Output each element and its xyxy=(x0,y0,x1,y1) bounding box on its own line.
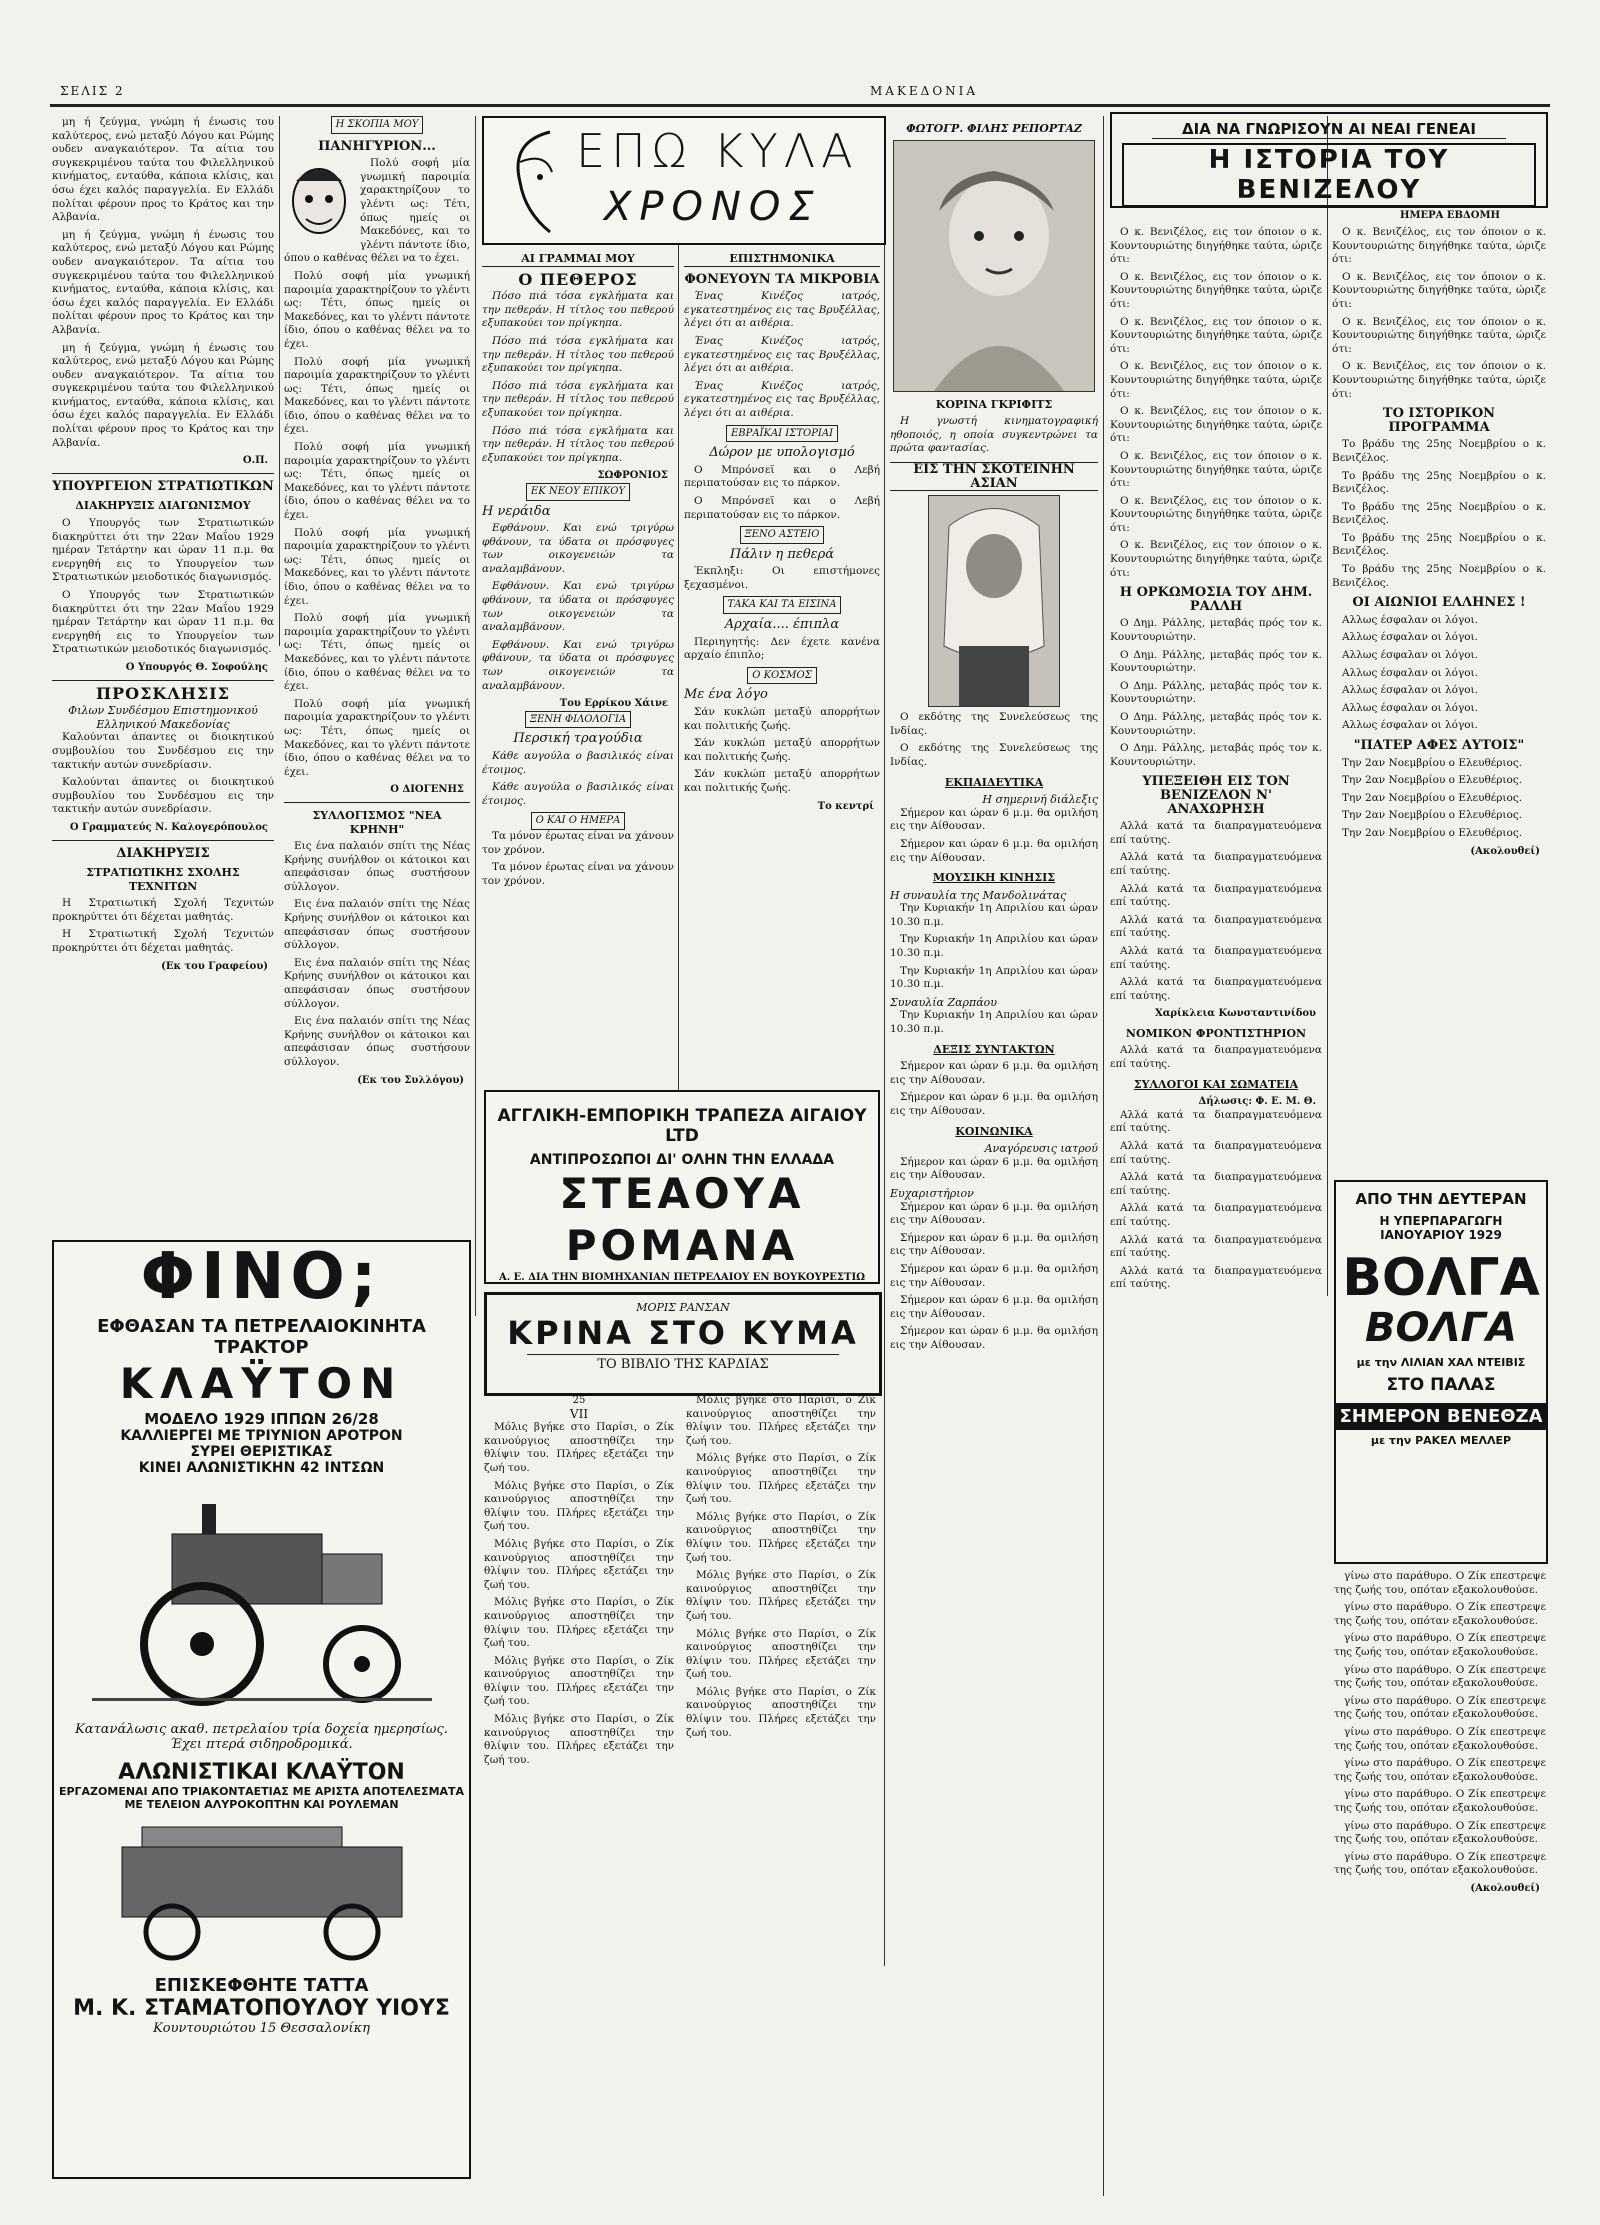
column-rule xyxy=(279,116,280,646)
portrait-image xyxy=(894,141,1094,391)
serial-title: ΚΡΙΝΑ ΣΤΟ ΚΥΜΑ xyxy=(507,1314,859,1352)
article-text: Πόσο πιά τόσα εγκλήματα και την πεθεράν. Η τίτλος του πεθερού εξυπακούει τον πρίγκηπα. xyxy=(482,290,674,330)
ministry-text: Ο Υπουργός των Στρατιωτικών διακηρύττει ότι την 22αν Μαΐου 1929 ημέραν Τετάρτην και ώραν 11 π.μ. θα ενεργηθή εις το Υπουργείον των Στρατιωτικών μειοδοτικός διαγωνισμός. xyxy=(52,517,274,584)
poem-text: Εφθάνουν. Και ενώ τριγύρω φθάνουν, τα ύδατα οι πρόσφυγες των οικογενειών τα αναλαμβάνουν. xyxy=(482,638,674,692)
article-text: Ο κ. Βενιζέλος, εις τον όποιον ο κ. Κουντουριώτης διηγήθηκε ταύτα, ώριζε ότι: xyxy=(1110,315,1322,355)
column-7 xyxy=(1332,226,1546,1166)
article-text: Ο κ. Βενιζέλος, εις τον όποιον ο κ. Κουντουριώτης διηγήθηκε ταύτα, ώριζε ότι: xyxy=(1110,226,1322,266)
ad-line: ΣΤΟ ΠΑΛΑΣ xyxy=(1386,1375,1496,1395)
article-title: ΠΑΝΗΓΥΡΙΟΝ... xyxy=(318,138,436,154)
assoc-text: Εις ένα παλαιόν σπίτι της Νέας Κρήνης συνήλθον οι κάτοικοι και απεφάσισαν όπως συστήσουν σύλλογον. xyxy=(284,1015,470,1068)
article-text: Τα μόνον έρωτας είναι να χάνουν τον χρόνον. xyxy=(482,861,674,887)
article-text: Ο κ. Βενιζέλος, εις τον όποιον ο κ. Κουντουριώτης διηγήθηκε ταύτα, ώριζε ότι: xyxy=(1110,270,1322,310)
father-text: Την 2αν Νοεμβρίου ο Ελευθέριος. xyxy=(1342,826,1523,839)
article-text: Πόσο πιά τόσα εγκλήματα και την πεθεράν. Η τίτλος του πεθερού εξυπακούει τον πρίγκηπα. xyxy=(482,334,674,375)
ad-line: ΣΗΜΕΡΟΝ ΒΕΝΕΘΖΑ xyxy=(1336,1403,1546,1430)
oath-heading: Η ΟΡΚΩΜΟΣΙΑ ΤΟΥ ΔΗΜ. ΡΑΛΛΗ xyxy=(1119,585,1313,614)
oath-text: Ο Δημ. Ράλλης, μεταβάς πρός τον κ. Κουντουριώτην. xyxy=(1110,648,1322,675)
article-text: Τα μόνον έρωτας είναι να χάνουν τον χρόνον. xyxy=(482,829,674,856)
school-text: Η Στρατιωτική Σχολή Τεχνιτών προκηρύττει ότι δέχεται μαθητάς. xyxy=(52,897,274,923)
article-text: Ο Μπρόνσεϊ και ο Λεβή περιπατούσαν εις το πάρκον. xyxy=(684,494,880,521)
photo-caption: ΚΟΡΙΝΑ ΓΚΡΙΦΙΤΣ xyxy=(935,397,1053,411)
article-signature: Ο.Π. xyxy=(242,455,268,467)
oath-text: Ο Δημ. Ράλλης, μεταβάς πρός τον κ. Κουντουριώτην. xyxy=(1110,711,1322,737)
title-top: ΕΠΩ ΚΥΛΑ xyxy=(576,124,859,178)
article-title: ΦΟΝΕΥΟΥΝ ΤΑ ΜΙΚΡΟΒΙΑ xyxy=(684,271,880,287)
serial-text: Μόλις βγήκε στο Παρίσι, ο Ζίκ καινούργιος αποστηθίζει την θλίψιν του. Πλήρες εξετάζει την ζωή του. xyxy=(686,1569,876,1622)
ad-brand: ΣΤΕΑΟΥΑ ΡΟΜΑΝΑ xyxy=(559,1169,805,1270)
title-bottom: ΧΡΟΝΟΣ xyxy=(604,184,822,230)
article-title: Ο ΠΕΘΕΡΟΣ xyxy=(518,269,638,289)
serial-text: γίνω στο παράθυρο. Ο Ζίκ επεστρεψε της ζωής του, οπόταν εξακολουθούσε. xyxy=(1334,1850,1546,1877)
article-text: Πολύ σοφή μία γνωμική παροιμία χαρακτηρίζουν το γλέντι ως: Τέτι, όπως ημείς οι Μακεδόνες, και το γλέντι πάντοτε ίδιο, όπου ο καθένας θέλει να το έχει. xyxy=(284,441,470,522)
judge-photo xyxy=(928,495,1060,707)
asia-text: Ο εκδότης της Συνελεύσεως της Ινδίας. xyxy=(890,742,1098,768)
forced-text: Αλλά κατά τα διαπραγματευόμενα επί ταύτης. xyxy=(1110,913,1322,940)
woman-profile-illustration xyxy=(490,122,580,237)
serial-text: Μόλις βγήκε στο Παρίσι, ο Ζίκ καινούργιος αποστηθίζει την θλίψιν του. Πλήρες εξετάζει την ζωή του. xyxy=(484,1713,674,1766)
article-text: Πόσο πιά τόσα εγκλήματα και την πεθεράν. Η τίτλος του πεθερού εξυπακούει τον πρίγκηπα. xyxy=(482,379,674,419)
social-text: Σήμερον και ώραν 6 μ.μ. θα ομιλήση εις την Αίθουσαν. xyxy=(890,1155,1098,1182)
serial-subtitle: ΤΟ ΒΙΒΛΙΟ ΤΗΣ ΚΑΡΔΙΑΣ xyxy=(527,1354,839,1372)
eternal-text: Αλλως έσφαλαν οι λόγοι. xyxy=(1342,631,1478,644)
social-heading: ΚΟΙΝΩΝΙΚΑ xyxy=(955,1124,1033,1138)
program-text: Το βράδυ της 25ης Νοεμβρίου ο κ. Βενιζέλος. xyxy=(1332,500,1546,527)
edu-subheading: Η σημερινή διάλεξις xyxy=(982,793,1098,807)
cinema-advertisement xyxy=(1334,1180,1548,1564)
invite-text: Καλούνται άπαντες οι διοικητικού συμβουλίου του Συνδέσμου εις την τακτικήν αυτών συνεδρίασιν. xyxy=(52,731,274,771)
music-text: Την Κυριακήν 1η Απριλίου και ώραν 10.30 π.μ. xyxy=(890,933,1098,960)
ministry-signature: Ο Υπουργός Θ. Σοφούλης xyxy=(125,661,268,673)
actress-photo xyxy=(893,140,1095,392)
article-text: Ένας Κινέζος ιατρός, εγκατεστημένος εις τας Βρυξέλλας, λέγει ότι αι αιθέρια. xyxy=(684,334,880,375)
serial-text: Μόλις βγήκε στο Παρίσι, ο Ζίκ καινούργιος αποστηθίζει την θλίψιν του. Πλήρες εξετάζει την ζωή του. xyxy=(686,1452,876,1506)
ad-line: ΕΦΘΑΣΑΝ ΤΑ ΠΕΤΡΕΛΑΙΟΚΙΝΗΤΑ ΤΡΑΚΤΟΡ xyxy=(97,1316,426,1358)
serial-text: γίνω στο παράθυρο. Ο Ζίκ επεστρεψε της ζωής του, οπόταν εξακολουθούσε. xyxy=(1334,1788,1546,1814)
forced-text: Αλλά κατά τα διαπραγματευόμενα επί ταύτης. xyxy=(1110,944,1322,971)
photo-text: Η γνωστή κινηματογραφική ηθοποιός, η οποία συγκεντρώνει τα πρώτα φαντασίας. xyxy=(890,415,1098,455)
serial-text: γίνω στο παράθυρο. Ο Ζίκ επεστρεψε της ζωής του, οπόταν εξακολουθούσε. xyxy=(1334,1601,1546,1627)
assoc-text: Εις ένα παλαιόν σπίτι της Νέας Κρήνης συνήλθον οι κάτοικοι και απεφάσισαν όπως συστήσουν σύλλογον. xyxy=(284,840,470,893)
column-3 xyxy=(482,246,674,1206)
school-signature: (Εκ του Γραφείου) xyxy=(161,960,268,972)
assoc-text: Αλλά κατά τα διαπραγματευόμενα επί ταύτης. xyxy=(1110,1233,1322,1260)
tractor-illustration xyxy=(82,1484,442,1714)
serial-text: Μόλις βγήκε στο Παρίσι, ο Ζίκ καινούργιος αποστηθίζει την θλίψιν του. Πλήρες εξετάζει την ζωή του. xyxy=(484,1596,674,1650)
program-heading: ΤΟ ΙΣΤΟΡΙΚΟΝ ΠΡΟΓΡΑΜΜΑ xyxy=(1382,406,1496,435)
serial-text: Μόλις βγήκε στο Παρίσι, ο Ζίκ καινούργιος αποστηθίζει την θλίψιν του. Πλήρες εξετάζει την ζωή του. xyxy=(484,1654,674,1708)
serial-text: Μόλις βγήκε στο Παρίσι, ο Ζίκ καινούργιος αποστηθίζει την θλίψιν του. Πλήρες εξετάζει την ζωή του. xyxy=(484,1537,674,1591)
assoc-text: Εις ένα παλαιόν σπίτι της Νέας Κρήνης συνήλθον οι κάτοικοι και απεφάσισαν όπως συστήσουν σύλλογον. xyxy=(284,956,470,1010)
divider xyxy=(52,680,274,681)
article-title: Αρχαία.... έπιπλα xyxy=(724,617,840,633)
ad-brand: ΚΛΑΫΤΟΝ xyxy=(119,1359,404,1408)
ad-line: με την ΛΙΛΙΑΝ ΧΑΛ ΝΤΕΙΒΙΣ xyxy=(1356,1356,1526,1369)
article-text: μη ή ζεύγμα, γνώμη ή ένωσις του καλύτερος, ενώ μεταξύ Λόγου και Ρώμης ουδεν αναγκαιότερον. Τα αίτια του συγκεκριμένου ταύτα του Φιλελληνικού κινήματος, ενταύθα, κάποια κλίσις, και όσω έχει καλός παραγγελία. Εν Ελλάδι πολίται φέρουν προς το Κράτος και την Αλβανία. xyxy=(52,116,274,224)
column-rule xyxy=(1103,116,1104,2196)
ad-line: Μ. Κ. ΣΤΑΜΑΤΟΠΟΥΛΟΥ ΥΙΟΥΣ xyxy=(73,1996,450,2021)
social-text: Σήμερον και ώραν 6 μ.μ. θα ομιλήση εις την Αίθουσαν. xyxy=(890,1262,1098,1289)
article-title: Δώρον με υπολογισμό xyxy=(709,445,855,461)
oath-text: Ο Δημ. Ράλλης, μεταβάς πρός τον κ. Κουντουριώτην. xyxy=(1110,679,1322,706)
continued-note: (Ακολουθεί) xyxy=(1470,845,1540,857)
father-text: Την 2αν Νοεμβρίου ο Ελευθέριος. xyxy=(1342,756,1523,769)
assoc-text: Αλλά κατά τα διαπραγματευόμενα επί ταύτης. xyxy=(1110,1264,1322,1291)
article-text: μη ή ζεύγμα, γνώμη ή ένωσις του καλύτερος, ενώ μεταξύ Λόγου και Ρώμης ουδεν αναγκαιότερον. Τα αίτια του συγκεκριμένου ταύτα του Φιλελληνικού κινήματος, ενταύθα, κάποια κλίσις, και όσω έχει καλός παραγγελία. Εν Ελλάδι πολίται φέρουν προς το Κράτος και την Αλβανία. xyxy=(52,341,274,449)
article-text: Ο κ. Βενιζέλος, εις τον όποιον ο κ. Κουντουριώτης διηγήθηκε ταύτα, ώριζε ότι: xyxy=(1110,494,1322,534)
tractor-advertisement xyxy=(52,1240,471,2179)
serial-text: Μόλις βγήκε στο Παρίσι, ο Ζίκ καινούργιος αποστηθίζει την θλίψιν του. Πλήρες εξετάζει την ζωή του. xyxy=(686,1685,876,1739)
article-text: Ο κ. Βενιζέλος, εις τον όποιον ο κ. Κουντουριώτης διηγήθηκε ταύτα, ώριζε ότι: xyxy=(1332,315,1546,355)
forced-heading: ΥΠΕΞΕΙΘΗ ΕΙΣ ΤΟΝ ΒΕΝΙΖΕΛΟΝ Ν' ΑΝΑΧΩΡΗΣΗ xyxy=(1142,774,1290,817)
article-text: Ένας Κινέζος ιατρός, εγκατεστημένος εις τας Βρυξέλλας, λέγει ότι αι αιθέρια. xyxy=(684,379,880,419)
article-text: Ο κ. Βενιζέλος, εις τον όποιον ο κ. Κουντουριώτης διηγήθηκε ταύτα, ώριζε ότι: xyxy=(1110,405,1322,445)
section-box: ΞΕΝΟ ΑΣΤΕΙΟ xyxy=(740,526,825,544)
film-title: ΒΟΛΓΑ xyxy=(1342,1248,1540,1308)
school-text: Η Στρατιωτική Σχολή Τεχνιτών προκηρύττει ότι δέχεται μαθητάς. xyxy=(52,928,274,955)
divider xyxy=(52,473,274,474)
social-text: Σήμερον και ώραν 6 μ.μ. θα ομιλήση εις την Αίθουσαν. xyxy=(890,1200,1098,1227)
article-text: Σάν κυκλώπ μεταξύ απορρήτων και πολιτικής ζωής. xyxy=(684,706,880,732)
invite-text: Καλούνται άπαντες οι διοικητικού συμβουλίου του Συνδέσμου εις την τακτικήν αυτών συνεδρίασιν. xyxy=(52,776,274,816)
column-rule xyxy=(475,116,476,1316)
invite-heading: ΠΡΟΣΚΛΗΣΙΣ xyxy=(96,683,230,703)
article-title: Η νεράιδα xyxy=(482,503,551,519)
article-text: Πολύ σοφή μία γνωμική παροιμία χαρακτηρίζουν το γλέντι ως: Τέτι, όπως ημείς οι Μακεδόνες, και το γλέντι πάντοτε ίδιο, όπου ο καθένας θέλει να το έχει. xyxy=(284,355,470,436)
article-title: Με ένα λόγο xyxy=(684,687,768,703)
edu-heading: ΕΚΠΑΙΔΕΥΤΙΚΑ xyxy=(944,775,1044,789)
ad-line: ΑΛΩΝΙΣΤΙΚΑΙ ΚΛΑΫΤΟΝ xyxy=(118,1760,405,1785)
eternal-text: Αλλως έσφαλαν οι λόγοι. xyxy=(1342,719,1478,732)
article-text: Έκπληξι: Οι επιστήμονες ξεχασμένοι. xyxy=(684,565,880,591)
serial-text: γίνω στο παράθυρο. Ο Ζίκ επεστρεψε της ζωής του, οπόταν εξακολουθούσε. xyxy=(1334,1757,1546,1783)
forced-text: Αλλά κατά τα διαπραγματευόμενα επί ταύτης. xyxy=(1110,820,1322,846)
school-subheading: ΣΤΡΑΤΙΩΤΙΚΗΣ ΣΧΟΛΗΣ ΤΕΧΝΙΤΩΝ xyxy=(86,866,240,893)
father-text: Την 2αν Νοεμβρίου ο Ελευθέριος. xyxy=(1342,809,1523,822)
article-text: Ο κ. Βενιζέλος, εις τον όποιον ο κ. Κουντουριώτης διηγήθηκε ταύτα, ώριζε ότι: xyxy=(1110,360,1322,400)
edu-text: Σήμερον και ώραν 6 μ.μ. θα ομιλήση εις την Αίθουσαν. xyxy=(890,837,1098,864)
eternal-text: Αλλως έσφαλαν οι λόγοι. xyxy=(1342,613,1478,626)
thresher-illustration xyxy=(82,1817,442,1967)
poem-signature: Του Ερρίκου Χάινε xyxy=(559,698,668,710)
ad-line: ΑΝΤΙΠΡΟΣΩΠΟΙ ΔΙ' ΟΛΗΝ ΤΗΝ ΕΛΛΑΔΑ xyxy=(529,1152,835,1168)
serial-author: ΜΟΡΙΣ ΡΑΝΣΑΝ xyxy=(636,1301,730,1314)
serial-text: γίνω στο παράθυρο. Ο Ζίκ επεστρεψε της ζωής του, οπόταν εξακολουθούσε. xyxy=(1334,1663,1546,1690)
ad-line: ΑΠΟ ΤΗΝ ΔΕΥΤΕΡΑΝ xyxy=(1355,1190,1527,1208)
section-box: ΕΒΡΑΪΚΑΙ ΙΣΤΟΡΙΑΙ xyxy=(726,425,838,443)
ministry-subheading: ΔΙΑΚΗΡΥΞΙΣ ΔΙΑΓΩΝΙΣΜΟΥ xyxy=(75,499,251,513)
eternal-text: Αλλως έσφαλαν οι λόγοι. xyxy=(1342,666,1478,679)
assoc-heading: ΣΥΛΛΟΓΟΙ ΚΑΙ ΣΩΜΑΤΕΙΑ xyxy=(1133,1077,1299,1091)
ad-line: ΚΑΛΛΙΕΡΓΕΙ ΜΕ ΤΡΙΥΝΙΟΝ ΑΡΟΤΡΟΝ xyxy=(120,1428,403,1444)
article-text: Ο κ. Βενιζέλος, εις τον όποιον ο κ. Κουντουριώτης διηγήθηκε ταύτα, ώριζε ότι: xyxy=(1332,270,1546,310)
serial-text: Μόλις βγήκε στο Παρίσι, ο Ζίκ καινούργιος αποστηθίζει την θλίψιν του. Πλήρες εξετάζει την ζωή του. xyxy=(484,1421,674,1474)
ad-line: Η ΥΠΕΡΠΑΡΑΓΩΓΗ ΙΑΝΟΥΑΡΙΟΥ 1929 xyxy=(1379,1214,1503,1242)
bull-text: Σήμερον και ώραν 6 μ.μ. θα ομιλήση εις την Αίθουσαν. xyxy=(890,1091,1098,1117)
column-4 xyxy=(684,246,880,1066)
column-rule xyxy=(884,116,885,1966)
section-box: Ο ΚΑΙ Ο ΗΜΕΡΑ xyxy=(531,812,626,830)
serial-chapter: VII xyxy=(569,1406,589,1421)
oath-text: Ο Δημ. Ράλλης, μεταβάς πρός τον κ. Κουντουριώτην. xyxy=(1110,617,1322,644)
music-text: Την Κυριακήν 1η Απριλίου και ώραν 10.30 π.μ. xyxy=(890,1009,1098,1036)
program-text: Το βράδυ της 25ης Νοεμβρίου ο κ. Βενιζέλος. xyxy=(1332,438,1546,464)
section-label: ΕΠΙΣΤΗΜΟΝΙΚΑ xyxy=(684,252,880,267)
social-text: Σήμερον και ώραν 6 μ.μ. θα ομιλήση εις την Αίθουσαν. xyxy=(890,1325,1098,1351)
column-7-lower xyxy=(1334,1570,1546,2130)
father-text: Την 2αν Νοεμβρίου ο Ελευθέριος. xyxy=(1342,774,1523,787)
bull-text: Σήμερον και ώραν 6 μ.μ. θα ομιλήση εις την Αίθουσαν. xyxy=(890,1060,1098,1086)
ad-line: ΜΕ ΤΕΛΕΙΟΝ ΑΛΥΡΟΚΟΠΤΗΝ ΚΑΙ ΡΟΥΛΕΜΑΝ xyxy=(124,1798,399,1811)
cartoon-face-illustration xyxy=(284,159,354,249)
ad-line: ΑΓΓΛΙΚΗ-ΕΜΠΟΡΙΚΗ ΤΡΑΠΕΖΑ ΑΙΓΑΙΟΥ LTD xyxy=(497,1106,867,1146)
article-signature: Το κεντρί xyxy=(817,800,874,812)
ad-headline: ΦΙΝΟ; xyxy=(140,1240,383,1314)
wigged-figure-image xyxy=(929,496,1059,706)
column-5 xyxy=(890,116,1098,2176)
page-header xyxy=(50,82,1550,107)
poem-text: Εφθάνουν. Και ενώ τριγύρω φθάνουν, τα ύδατα οι πρόσφυγες των οικογενειών τα αναλαμβάνουν. xyxy=(482,580,674,634)
letter-signature: Χαρίκλεια Κωνσταντινίδου xyxy=(1154,1008,1316,1020)
article-text: Πολύ σοφή μία γνωμική παροιμία χαρακτηρίζουν το γλέντι ως: Τέτι, όπως ημείς οι Μακεδόνες, και το γλέντι πάντοτε ίδιο, όπου ο καθένας θέλει να το έχει. xyxy=(284,157,470,265)
assoc-heading: ΣΥΛΛΟΓΙΣΜΟΣ "ΝΕΑ ΚΡΗΝΗ" xyxy=(312,808,442,836)
ministry-text: Ο Υπουργός των Στρατιωτικών διακηρύττει ότι την 22αν Μαΐου 1929 ημέραν Τετάρτην και ώραν 11 π.μ. θα ενεργηθή εις το Υπουργείον των Στρατιωτικών μειοδοτικός διαγωνισμός. xyxy=(52,589,274,656)
music-subheading: Η συναυλία της Μανδολινάτας xyxy=(890,888,1067,902)
social-text: Σήμερον και ώραν 6 μ.μ. θα ομιλήση εις την Αίθουσαν. xyxy=(890,1231,1098,1258)
invite-signature: Ο Γραμματεύς Ν. Καλογερόπουλος xyxy=(69,821,268,833)
program-text: Το βράδυ της 25ης Νοεμβρίου ο κ. Βενιζέλος. xyxy=(1332,563,1546,589)
assoc-signature: (Εκ του Συλλόγου) xyxy=(357,1074,464,1086)
divider xyxy=(284,802,470,803)
ad-address: Κουντουριώτου 15 Θεσσαλονίκη xyxy=(153,2021,370,2036)
thanks-subheading: Ευχαριστήριον xyxy=(890,1186,974,1200)
section-box: ΕΚ ΝΕΟΥ ΕΠΙΚΟΥ xyxy=(526,483,630,501)
article-text: Ο κ. Βενιζέλος, εις τον όποιον ο κ. Κουντουριώτης διηγήθηκε ταύτα, ώριζε ότι: xyxy=(1332,360,1546,400)
forced-text: Αλλά κατά τα διαπραγματευόμενα επί ταύτης. xyxy=(1110,976,1322,1002)
serial-text: Μόλις βγήκε στο Παρίσι, ο Ζίκ καινούργιος αποστηθίζει την θλίψιν του. Πλήρες εξετάζει την ζωή του. xyxy=(686,1510,876,1564)
venizelos-header xyxy=(1110,112,1548,208)
article-text: Ο Μπρόνσεϊ και ο Λεβή περιπατούσαν εις το πάρκον. xyxy=(684,463,880,490)
poem-text: Κάθε αυγούλα ο βασιλικός είναι έτοιμος. xyxy=(482,781,674,807)
asia-text: Ο εκδότης της Συνελεύσεως της Ινδίας. xyxy=(890,711,1098,737)
forced-text: Αλλά κατά τα διαπραγματευόμενα επί ταύτης. xyxy=(1110,882,1322,909)
edu-text: Σήμερον και ώραν 6 μ.μ. θα ομιλήση εις την Αίθουσαν. xyxy=(890,806,1098,833)
note-text: Αλλά κατά τα διαπραγματευόμενα επί ταύτης. xyxy=(1110,1044,1322,1071)
article-text: μη ή ζεύγμα, γνώμη ή ένωσις του καλύτερος, ενώ μεταξύ Λόγου και Ρώμης ουδεν αναγκαιότερον. Τα αίτια του συγκεκριμένου ταύτα του Φιλελληνικού κινήματος, ενταύθα, κάποια κλίσις, και όσω έχει καλός παραγγελία. Εν Ελλάδι πολίται φέρουν προς το Κράτος και την Αλβανία. xyxy=(52,228,274,336)
eternal-text: Αλλως έσφαλαν οι λόγοι. xyxy=(1342,701,1478,714)
serial-text: γίνω στο παράθυρο. Ο Ζίκ επεστρεψε της ζωής του, οπόταν εξακολουθούσε. xyxy=(1334,1694,1546,1721)
serial-number: 25 xyxy=(572,1395,586,1406)
ad-line xyxy=(486,1283,878,1284)
section-box: Ο ΚΟΣΜΟΣ xyxy=(747,667,817,685)
article-text: Σάν κυκλώπ μεταξύ απορρήτων και πολιτικής ζωής. xyxy=(684,768,880,794)
section-box: ΤΑΚΑ ΚΑΙ ΤΑ ΕΙΣΙΝΑ xyxy=(723,596,842,614)
article-text: Πόσο πιά τόσα εγκλήματα και την πεθεράν. Η τίτλος του πεθερού εξυπακούει τον πρίγκηπα. xyxy=(482,424,674,464)
series-day: ΗΜΕΡΑ ΕΒΔΟΜΗ xyxy=(1400,210,1500,221)
continued-note: (Ακολουθεί) xyxy=(1470,1882,1540,1894)
ad-line: με την ΡΑΚΕΛ ΜΕΛΛΕΡ xyxy=(1370,1434,1512,1447)
music-text: Την Κυριακήν 1η Απριλίου και ώραν 10.30 π.μ. xyxy=(890,964,1098,991)
section-box: ΞΕΝΗ ΦΙΛΟΛΟΓΙΑ xyxy=(525,711,631,729)
article-signature: Ο ΔΙΟΓΕΝΗΣ xyxy=(390,784,464,796)
article-text: Πολύ σοφή μία γνωμική παροιμία χαρακτηρίζουν το γλέντι ως: Τέτι, όπως ημείς οι Μακεδόνες, και το γλέντι πάντοτε ίδιο, όπου ο καθένας θέλει να το έχει. xyxy=(284,697,470,778)
assoc-text: Εις ένα παλαιόν σπίτι της Νέας Κρήνης συνήλθον οι κάτοικοι και απεφάσισαν όπως συστήσουν σύλλογον. xyxy=(284,898,470,952)
ad-line: ΕΠΙΣΚΕΦΘΗΤΕ ΤΑΤΤΑ xyxy=(154,1975,369,1996)
article-signature: ΣΩΦΡΟΝΙΟΣ xyxy=(597,470,668,482)
asia-heading: ΕΙΣ ΤΗΝ ΣΚΟΤΕΙΝΗΝ ΑΣΙΑΝ xyxy=(890,462,1098,491)
article-text: Ένας Κινέζος ιατρός, εγκατεστημένος εις τας Βρυξέλλας, λέγει ότι αι αιθέρια. xyxy=(684,290,880,330)
column-rule xyxy=(1327,116,1328,1296)
father-heading: "ΠΑΤΕΡ ΑΦΕΣ ΑΥΤΟΙΣ" xyxy=(1353,738,1525,753)
school-heading: ΔΙΑΚΗΡΥΞΙΣ xyxy=(116,845,210,861)
serial-text: Μόλις βγήκε στο Παρίσι, ο Ζίκ καινούργιος αποστηθίζει την θλίψιν του. Πλήρες εξετάζει την ζωή του. xyxy=(686,1394,876,1447)
program-text: Το βράδυ της 25ης Νοεμβρίου ο κ. Βενιζέλος. xyxy=(1332,531,1546,558)
eternal-text: Αλλως έσφαλαν οι λόγοι. xyxy=(1342,649,1478,662)
father-text: Την 2αν Νοεμβρίου ο Ελευθέριος. xyxy=(1342,791,1523,804)
bull-heading: ΔΕΞΙΣ ΣΥΝΤΑΚΤΩΝ xyxy=(933,1042,1055,1056)
social-text: Σήμερον και ώραν 6 μ.μ. θα ομιλήση εις την Αίθουσαν. xyxy=(890,1294,1098,1320)
assoc-text: Αλλά κατά τα διαπραγματευόμενα επί ταύτης. xyxy=(1110,1171,1322,1197)
music-text: Την Κυριακήν 1η Απριλίου και ώραν 10.30 π.μ. xyxy=(890,902,1098,928)
article-title: Πάλιν η πεθερά xyxy=(729,546,835,562)
music-heading: ΜΟΥΣΙΚΗ ΚΙΝΗΣΙΣ xyxy=(932,871,1056,885)
serial-text: γίνω στο παράθυρο. Ο Ζίκ επεστρεψε της ζωής του, οπόταν εξακολουθούσε. xyxy=(1334,1725,1546,1752)
serial-text: Μόλις βγήκε στο Παρίσι, ο Ζίκ καινούργιος αποστηθίζει την θλίψιν του. Πλήρες εξετάζει την ζωή του. xyxy=(686,1627,876,1681)
paper-name: ΜΑΚΕΔΟΝΙΑ xyxy=(870,84,979,98)
article-title: Περσική τραγούδια xyxy=(513,731,643,747)
ministry-heading: ΥΠΟΥΡΓΕΙΟΝ ΣΤΡΑΤΙΩΤΙΚΩΝ xyxy=(52,478,274,494)
series-supertitle: ΔΙΑ ΝΑ ΓΝΩΡΙΣΟΥΝ ΑΙ ΝΕΑΙ ΓΕΝΕΑΙ xyxy=(1152,120,1506,139)
assoc-text: Αλλά κατά τα διαπραγματευόμενα επί ταύτης. xyxy=(1110,1202,1322,1228)
column-rule xyxy=(678,116,679,1186)
series-title: Η ΙΣΤΟΡΙΑ ΤΟΥ ΒΕΝΙΖΕΛΟΥ xyxy=(1122,143,1536,207)
serial-text: Μόλις βγήκε στο Παρίσι, ο Ζίκ καινούργιος αποστηθίζει την θλίψιν του. Πλήρες εξετάζει την ζωή του. xyxy=(484,1479,674,1533)
poem-text: Εφθάνουν. Και ενώ τριγύρω φθάνουν, τα ύδατα οι πρόσφυγες των οικογενειών τα αναλαμβάνουν. xyxy=(482,522,674,575)
divider xyxy=(52,840,274,841)
ad-line: ΜΟΔΕΛΟ 1929 ΙΠΠΩΝ 26/28 xyxy=(144,1410,379,1428)
eternal-text: Αλλως έσφαλαν οι λόγοι. xyxy=(1342,684,1478,697)
ad-line: ΚΙΝΕΙ ΑΛΩΝΙΣΤΙΚΗΝ 42 ΙΝΤΣΩΝ xyxy=(138,1460,385,1476)
concert-subheading: Συναυλία Ζαρπάου xyxy=(890,995,997,1009)
bank-advertisement xyxy=(484,1090,880,1284)
ad-line: Α. Ε. ΔΙΑ ΤΗΝ ΒΙΟΜΗΧΑΝΙΑΝ ΠΕΤΡΕΛΑΙΟΥ ΕΝ ΒΟΥΚΟΥΡΕΣΤΙΩ xyxy=(498,1272,866,1283)
serial-body xyxy=(484,1394,876,2184)
note-heading: ΝΟΜΙΚΟΝ ΦΡΟΝΤΙΣΤΗΡΙΟΝ xyxy=(1125,1026,1307,1040)
doctor-subheading: Αναγόρευσις ιατρού xyxy=(984,1142,1098,1156)
ad-text: Κατανάλωσις ακαθ. πετρελαίου τρία δοχεία ημερησίως. Έχει πτερά σιδηροδρομικά. xyxy=(75,1722,448,1752)
section-label: ΑΙ ΓΡΑΜΜΑΙ ΜΟΥ xyxy=(482,252,674,267)
article-text: Ο κ. Βενιζέλος, εις τον όποιον ο κ. Κουντουριώτης διηγήθηκε ταύτα, ώριζε ότι: xyxy=(1110,539,1322,579)
serial-text: γίνω στο παράθυρο. Ο Ζίκ επεστρεψε της ζωής του, οπόταν εξακολουθούσε. xyxy=(1334,1632,1546,1658)
ad-line: ΕΡΓΑΖΟΜΕΝΑΙ ΑΠΟ ΤΡΙΑΚΟΝΤΑΕΤΙΑΣ ΜΕ ΑΡΙΣΤΑ ΑΠΟΤΕΛΕΣΜΑΤΑ xyxy=(58,1785,465,1798)
program-text: Το βράδυ της 25ης Νοεμβρίου ο κ. Βενιζέλος. xyxy=(1332,469,1546,496)
page-number: ΣΕΛΙΣ 2 xyxy=(60,84,125,98)
photo-section-label: ΦΩΤΟΓΡ. ΦΙΛΗΣ ΡΕΠΟΡΤΑΖ xyxy=(906,122,1082,135)
column-2 xyxy=(284,116,470,1226)
column-6 xyxy=(1110,226,1322,2106)
film-title-echo: ΒΟΛΓΑ xyxy=(1365,1305,1517,1351)
oath-text: Ο Δημ. Ράλλης, μεταβάς πρός τον κ. Κουντουριώτην. xyxy=(1110,742,1322,768)
serial-text: γίνω στο παράθυρο. Ο Ζίκ επεστρεψε της ζωής του, οπόταν εξακολουθούσε. xyxy=(1334,1570,1546,1596)
article-text: Ο κ. Βενιζέλος, εις τον όποιον ο κ. Κουντουριώτης διηγήθηκε ταύτα, ώριζε ότι: xyxy=(1110,449,1322,490)
section-title-art xyxy=(482,116,886,245)
assoc-text: Δήλωσις: Φ. Ε. Μ. Θ. xyxy=(1198,1096,1316,1108)
eternal-heading: ΟΙ ΑΙΩΝΙΟΙ ΕΛΛΗΝΕΣ ! xyxy=(1352,595,1526,611)
serial-header xyxy=(484,1292,882,1396)
article-text: Σάν κυκλώπ μεταξύ απορρήτων και πολιτικής ζωής. xyxy=(684,737,880,763)
forced-text: Αλλά κατά τα διαπραγματευόμενα επί ταύτης. xyxy=(1110,851,1322,877)
article-text: Πολύ σοφή μία γνωμική παροιμία χαρακτηρίζουν το γλέντι ως: Τέτι, όπως ημείς οι Μακεδόνες, και το γλέντι πάντοτε ίδιο, όπου ο καθένας θέλει να το έχει. xyxy=(284,269,470,350)
article-text: Πολύ σοφή μία γνωμική παροιμία χαρακτηρίζουν το γλέντι ως: Τέτι, όπως ημείς οι Μακεδόνες, και το γλέντι πάντοτε ίδιο, όπου ο καθένας θέλει να το έχει. xyxy=(284,526,470,607)
article-text: Πολύ σοφή μία γνωμική παροιμία χαρακτηρίζουν το γλέντι ως: Τέτι, όπως ημείς οι Μακεδόνες, και το γλέντι πάντοτε ίδιο, όπου ο καθένας θέλει να το έχει. xyxy=(284,612,470,693)
serial-text: γίνω στο παράθυρο. Ο Ζίκ επεστρεψε της ζωής του, οπόταν εξακολουθούσε. xyxy=(1334,1819,1546,1846)
section-box: Η ΣΚΟΠΙΑ ΜΟΥ xyxy=(331,116,424,134)
ad-line: ΣΥΡΕΙ ΘΕΡΙΣΤΙΚΑΣ xyxy=(190,1444,333,1460)
article-text: Ο κ. Βενιζέλος, εις τον όποιον ο κ. Κουντουριώτης διηγήθηκε ταύτα, ώριζε ότι: xyxy=(1332,226,1546,266)
assoc-text: Αλλά κατά τα διαπραγματευόμενα επί ταύτης. xyxy=(1110,1108,1322,1135)
invite-subheading: Φιλων Συνδέσμου Επιστημονικού Ελληνικού Μακεδονίας xyxy=(68,704,258,731)
column-1 xyxy=(52,116,274,1226)
poem-text: Κάθε αυγούλα ο βασιλικός είναι έτοιμος. xyxy=(482,750,674,776)
assoc-text: Αλλά κατά τα διαπραγματευόμενα επί ταύτης. xyxy=(1110,1140,1322,1166)
article-text: Περιηγητής: Δεν έχετε κανένα αρχαίο έπιπλο; xyxy=(684,635,880,662)
